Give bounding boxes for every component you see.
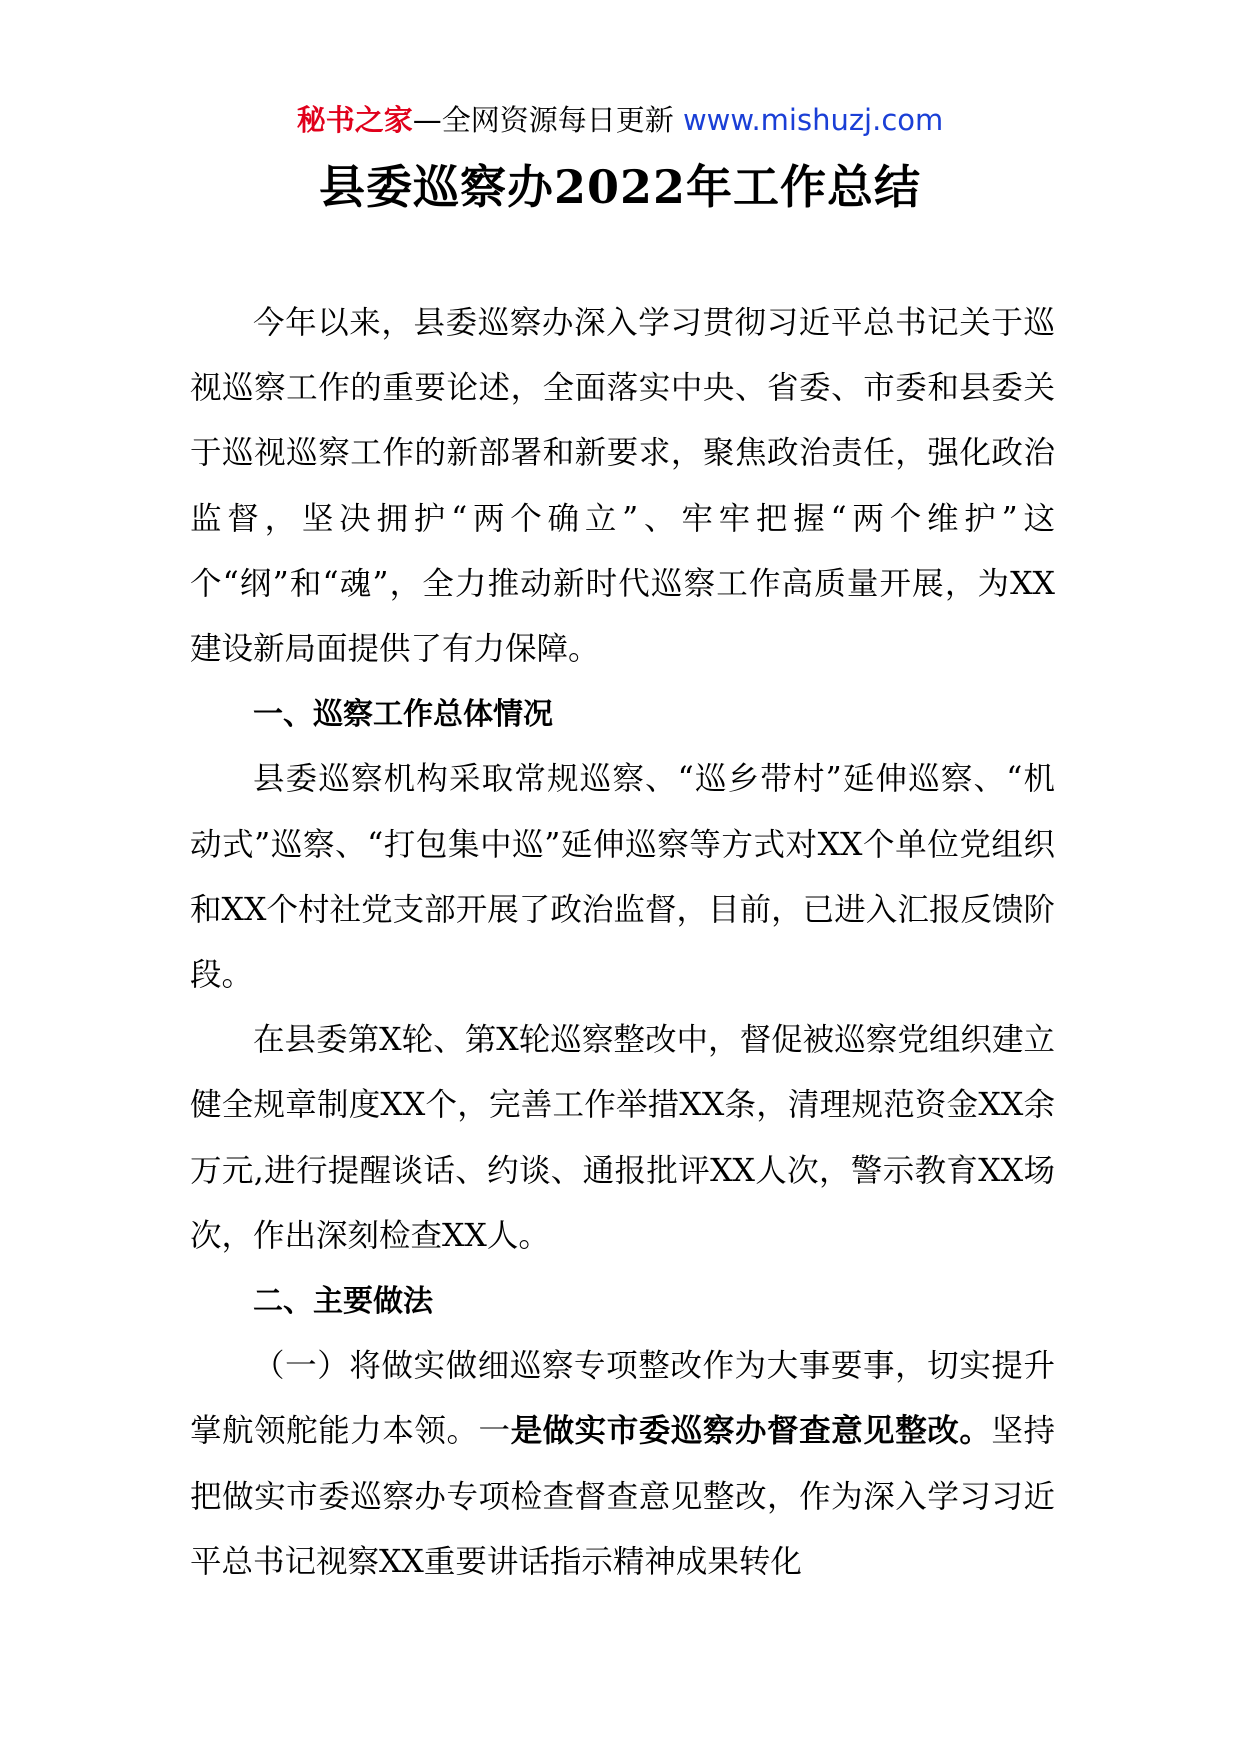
section-1-paragraph-1: 县委巡察机构采取常规巡察、“巡乡带村”延伸巡察、“机动式”巡察、“打包集中巡”延伸巡察等方式对XX个单位党组织和XX个村社党支部开展了政治监督，目前，已进入汇报反馈阶段。 <box>190 761 1055 994</box>
site-banner <box>0 100 1240 140</box>
paragraph-continuation-text: 坚持把做实市委巡察办专项检查督查意见整改，作为深入学习习近平总书记视察XX重要讲话指示精神成果转化 <box>190 1413 1055 1580</box>
paragraph-emphasis-text: 是做实市委巡察办督查意见整改。 <box>510 1413 992 1450</box>
section-2-paragraph-1 <box>190 1334 1055 1595</box>
document-body <box>190 291 1055 1595</box>
intro-paragraph: 今年以来，县委巡察办深入学习贯彻习近平总书记关于巡视巡察工作的重要论述，全面落实中央、省委、市委和县委关于巡视巡察工作的新部署和新要求，聚焦政治责任，强化政治监督，坚决拥护“两个确立”、牢牢把握“两个维护”这个“纲”和“魂”，全力推动新时代巡察工作高质量开展，为XX建设新局面提供了有力保障。 <box>190 305 1055 668</box>
section-2-heading: 二、主要做法 <box>253 1284 433 1320</box>
document-title: 县委巡察办2022年工作总结 <box>318 160 922 214</box>
site-url-link[interactable]: www.mishuzj.com <box>682 103 944 137</box>
site-slogan: —全网资源每日更新 <box>412 103 674 137</box>
paragraph-lead-text: （一）将做实做细巡察专项整改作为大事要事，切实提升掌航领舵能力本领。一 <box>190 1348 1055 1450</box>
site-brand: 秘书之家 <box>296 103 413 137</box>
section-1-paragraph-2: 在县委第X轮、第X轮巡察整改中，督促被巡察党组织建立健全规章制度XX个，完善工作举措XX条，清理规范资金XX余万元,进行提醒谈话、约谈、通报批评XX人次，警示教育XX场次，作出深刻检查XX人。 <box>190 1022 1055 1254</box>
section-1-heading: 一、巡察工作总体情况 <box>253 697 553 733</box>
